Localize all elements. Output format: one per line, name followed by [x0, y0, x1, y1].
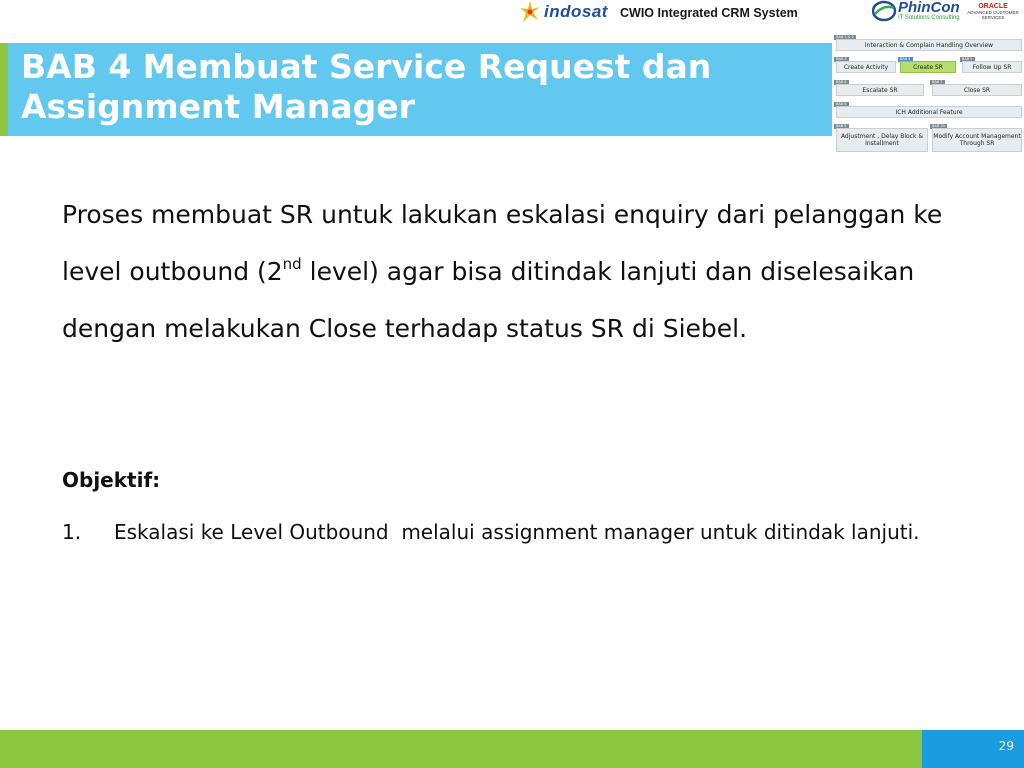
- ordinal-superscript: nd: [282, 254, 302, 273]
- diagram-overview-box: Interaction & Complain Handling Overview: [836, 39, 1022, 51]
- diagram-close-sr-box: Close SR: [932, 84, 1022, 96]
- diagram-step-tag: BAB 8: [836, 102, 847, 106]
- phincon-swoosh-icon: [872, 0, 896, 22]
- footer-green-bar: [0, 730, 922, 768]
- slide-title: BAB 4 Membuat Service Request dan Assignment Manager: [21, 47, 712, 126]
- paragraph-text-part2: level) agar bisa ditindak lanjuti dan diselesaikan dengan melakukan Close terhadap status SR di Siebel.: [62, 257, 915, 343]
- diagram-step-tag: BAB 4: [900, 57, 911, 61]
- title-accent-bar: [0, 43, 8, 136]
- diagram-escalate-sr-box: Escalate SR: [836, 84, 924, 96]
- header-logos: [520, 0, 1020, 28]
- objective-number: 1.: [62, 520, 82, 544]
- title-band: [0, 43, 832, 136]
- system-name: CWIO Integrated CRM System: [620, 6, 798, 20]
- diagram-step-tag: BAB 5: [962, 57, 973, 61]
- page-number: 29: [998, 739, 1014, 753]
- diagram-modify-account-box: Modify Account Management Through SR: [932, 128, 1022, 152]
- phincon-logo: [872, 0, 960, 22]
- description-paragraph: [62, 186, 982, 357]
- diagram-step-tag: BAB 10: [932, 124, 945, 128]
- diagram-ich-feature-box: ICH Additional Feature: [836, 106, 1022, 118]
- diagram-step-tag: BAB 3: [836, 57, 847, 61]
- oracle-logo-subtext: ADVANCED CUSTOMER SERVICES: [967, 10, 1019, 20]
- diagram-step-tag: BAB 9: [836, 124, 847, 128]
- diagram-adjustment-box: Adjustment , Delay Block & Installment: [836, 128, 928, 152]
- indosat-logo-text: indosat: [544, 2, 608, 21]
- objective-text: Eskalasi ke Level Outbound melalui assignment manager untuk ditindak lanjuti.: [114, 520, 920, 544]
- oracle-logo-text: ORACLE: [978, 3, 1008, 10]
- diagram-follow-up-sr-box: Follow Up SR: [962, 61, 1022, 73]
- oracle-logo: [967, 3, 1019, 20]
- process-diagram: [830, 33, 1024, 157]
- phincon-logo-text: PhinCon: [898, 0, 960, 16]
- diagram-step-tag: BAB 1 & 2: [836, 35, 854, 39]
- diagram-create-activity-box: Create Activity: [836, 61, 896, 73]
- phincon-logo-subtext: IT Solutions Consulting: [898, 14, 960, 21]
- footer-page-box: [922, 730, 1024, 768]
- diagram-step-tag: BAB 7: [932, 80, 943, 84]
- indosat-star-icon: [520, 1, 540, 23]
- objective-label: Objektif:: [62, 468, 161, 492]
- paragraph-text-part1: Proses membuat SR untuk lakukan eskalasi enquiry dari pelanggan ke level outbound (2: [62, 200, 943, 286]
- diagram-step-tag: BAB 6: [836, 80, 847, 84]
- diagram-create-sr-box: Create SR: [900, 61, 956, 73]
- indosat-logo: [520, 1, 608, 23]
